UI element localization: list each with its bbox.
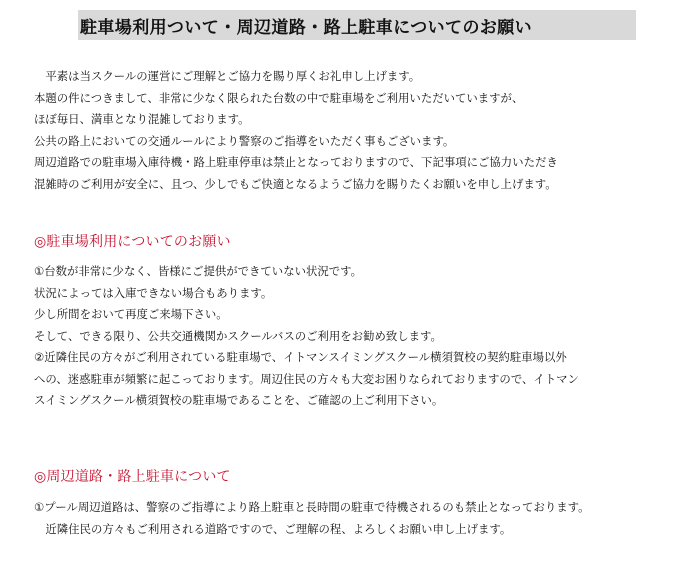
road-line: ①プール周辺道路は、警察のご指導により路上駐車と長時間の駐車で待機されるのも禁止となっております。 <box>34 500 590 514</box>
parking-line: ②近隣住民の方々がご利用されている駐車場で、イトマンスイミングスクール横須賀校の契約駐車場以外 <box>34 350 567 364</box>
intro-line: ほぼ毎日、満車となり混雑しております。 <box>34 112 250 126</box>
road-line: 近隣住民の方々もご利用される道路ですので、ご理解の程、よろしくお願い申し上げます。 <box>34 521 512 536</box>
title-bar <box>78 10 636 40</box>
intro-line: 本題の件につきまして、非常に少なく限られた台数の中で駐車場をご利用いただいていますが、 <box>34 90 524 105</box>
parking-section-body <box>34 261 579 412</box>
section-heading-road: ◎周辺道路・路上駐車について <box>34 469 231 485</box>
parking-line: 少し所間をおいて再度ご来場下さい。 <box>34 307 228 321</box>
parking-line: への、迷惑駐車が頻繁に起こっております。周辺住民の方々も大変お困りなられておりますので、イトマン <box>34 371 579 386</box>
parking-line: ①台数が非常に少なく、皆様にご提供ができていない状況です。 <box>34 264 363 278</box>
section-heading-parking: ◎駐車場利用についてのお願い <box>34 234 231 250</box>
intro-line: 周辺道路での駐車場入庫待機・路上駐車停車は禁止となっておりますので、下記事項にご協力いただき <box>34 155 558 169</box>
intro-line: 平素は当スクールの運営にご理解とご協力を賜り厚くお礼申し上げます。 <box>34 69 421 83</box>
parking-line: そして、できる限り、公共交通機関かスクールバスのご利用をお勧め致します。 <box>34 328 442 343</box>
intro-line: 混雑時のご利用が安全に、且つ、少しでもご快適となるようご協力を賜りたくお願いを申し上げます。 <box>34 176 557 191</box>
road-section-body <box>34 497 589 540</box>
intro-line: 公共の路上においての交通ルールにより警察のご指導をいただく事もございます。 <box>34 133 455 148</box>
parking-line: スイミングスクール横須賀校の駐車場であることを、ご確認の上ご利用下さい。 <box>34 393 444 407</box>
intro-paragraph <box>34 66 558 195</box>
parking-line: 状況によっては入庫できない場合もあります。 <box>34 285 273 300</box>
page-title: 駐車場利用ついて・周辺道路・路上駐車についてのお願い <box>80 17 533 38</box>
